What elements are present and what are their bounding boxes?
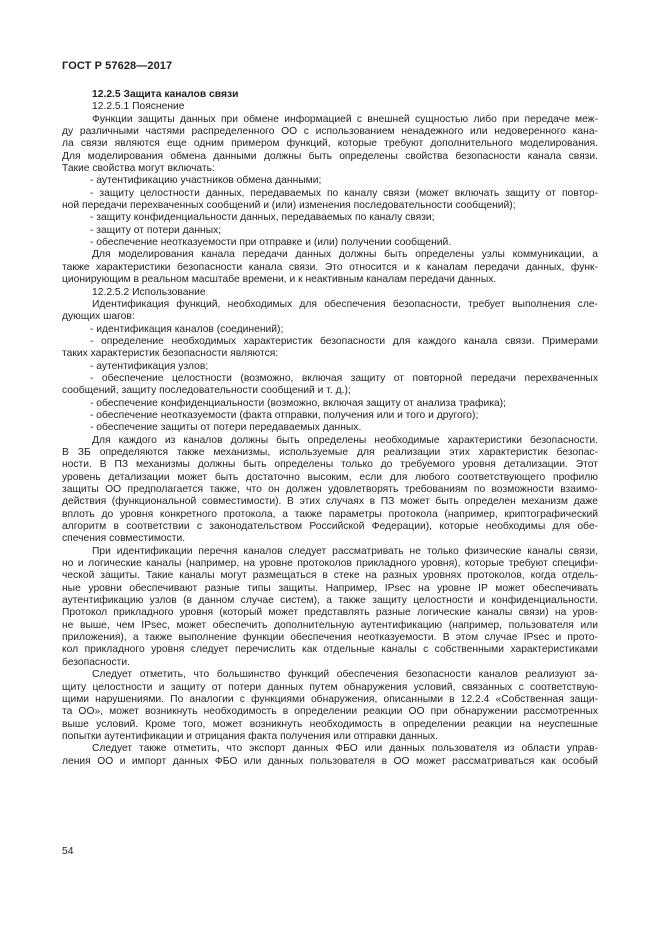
text-line: ду различными частями распределенного ОО с использованием ненадежного или недоверенного кана- xyxy=(62,126,598,138)
text-line: Такие свойства могут включать: xyxy=(62,163,215,175)
text-line: не выше, чем IPsec, может обеспечить дополнительную аутентификацию (например, пользователя или xyxy=(62,619,598,631)
text-line: выше условий. Кроме того, может возникнуть необходимость в определении реакции на неуспешные xyxy=(62,718,598,730)
text-line: Следует отметить, что большинство функций обеспечения безопасности каналов реализуют за- xyxy=(92,669,598,681)
text-line: попытки аутентификации и отрицания факта получения или отправки данных. xyxy=(62,730,439,742)
text-line: также характеристики безопасности канала связи. Это относится и к каналам передачи данных, функ- xyxy=(62,261,598,273)
text-line: Идентификация функций, необходимых для обеспечения безопасности, требует выполнения сле- xyxy=(92,298,598,310)
text-line: - обеспечение конфиденциальности (возможно, включая защиту от анализа трафика); xyxy=(90,397,506,409)
page-number: 54 xyxy=(62,846,74,857)
text-line: Для моделирования канала передачи данных должны быть определены узлы коммуникации, а xyxy=(92,249,598,261)
text-line: вплоть до уровня конкретного протокола, а также параметры протокола (например, криптографический xyxy=(62,508,598,520)
text-line: щиту целостности и защиту от потери данных путем обнаружения условий, связанных с соответствую- xyxy=(62,681,598,693)
text-line: - определение необходимых характеристик безопасности для каждого канала связи. Примерами xyxy=(90,335,598,347)
text-line: но и логические каналы (например, на уровне протоколов прикладного уровня), которые требуют специфи- xyxy=(62,558,598,570)
text-line: сообщений, защиту последовательности сообщений и т. д.); xyxy=(62,385,351,397)
text-line: уровень детализации может быть достаточно высоким, если для любого соответствующего профилю xyxy=(62,471,598,483)
text-line: приложения), а также выполнение функции обеспечения неотказуемости. В этом случае IPsec и прото- xyxy=(62,632,598,644)
text-line: таких характеристик безопасности являются: xyxy=(62,348,279,360)
text-line: та ОО», может возникнуть необходимость в определении реакции ОО при обнаружении рассмотренных xyxy=(62,706,598,718)
text-line: ности. В ПЗ механизмы должны быть определены только до требуемого уровня детализации. Этот xyxy=(62,459,598,471)
text-line: При идентификации перечня каналов следует рассматривать не только физические каналы связи, xyxy=(92,545,598,557)
text-line: - защиту конфиденциальности данных, передаваемых по каналу связи; xyxy=(90,212,435,224)
text-line: ционирующим в реальном масштабе времени, и к неактивным каналам передачи данных. xyxy=(62,274,497,286)
text-line: В ЗБ определяются также механизмы, используемые для реализации этих характеристик безопас- xyxy=(62,446,598,458)
text-line: - идентификация каналов (соединений); xyxy=(90,323,284,335)
text-line: - обеспечение неотказуемости (факта отправки, получения или и того и другого); xyxy=(90,409,479,421)
text-line: ления ОО и импорт данных ФБО или данных пользователя в ОО может рассматриваться как особый xyxy=(62,755,598,767)
text-line: дующих шагов: xyxy=(62,311,135,323)
text-line: Протокол прикладного уровня (который может представлять разные логические каналы связи) на уров- xyxy=(62,607,598,619)
text-line: - обеспечение неотказуемости при отправке и (или) получении сообщений. xyxy=(90,237,452,249)
text-line: аутентификацию узлов (в данном случае систем), а также защиту целостности и конфиденциальности. xyxy=(62,595,598,607)
text-line: безопасности. xyxy=(62,656,130,668)
text-line: ной передачи перехваченных сообщений и (или) изменения последовательности сообщений); xyxy=(62,200,516,212)
text-line: ные уровни обеспечивают разные типы защиты. Например, IPsec на уровне IP может обеспечивать xyxy=(62,582,598,594)
text-line: ческой защиты. Такие каналы могут размещаться в стеке на разных уровнях протоколов, когда отдель- xyxy=(62,570,598,582)
document-body xyxy=(62,89,598,768)
section-heading: 12.2.5 Защита каналов связи xyxy=(92,89,239,100)
text-line: Для каждого из каналов должны быть определены необходимые характеристики безопасности. xyxy=(92,434,598,446)
text-line: спечения совместимости. xyxy=(62,533,186,545)
text-line: - обеспечение защиты от потери передаваемых данных. xyxy=(90,422,362,434)
text-line: 12.2.5.1 Пояснение xyxy=(92,101,185,113)
text-line: - аутентификация узлов; xyxy=(90,360,209,372)
text-line: кол прикладного уровня следует перечислить как отдельные каналы с собственными характеристиками xyxy=(62,644,598,656)
text-line: - обеспечение целостности (возможно, включая защиту от повторной передачи перехваченных xyxy=(90,372,598,384)
text-line: алгоритм в соответствии с законодательством Российской Федерации), которые необходимы для обе- xyxy=(62,521,598,533)
text-line: 12.2.5.2 Использование xyxy=(92,286,206,298)
text-line: Функции защиты данных при обмене информацией с внешней сущностью либо при передаче меж- xyxy=(92,113,598,125)
text-line: - аутентификацию участников обмена данными; xyxy=(90,175,322,187)
text-line: ла связи являются еще одним примером функций, которые требуют дополнительного моделирования. xyxy=(62,138,598,150)
text-line: Для моделирования обмена данными должны быть определены свойства безопасности канала связи. xyxy=(62,150,598,162)
text-line: Следует также отметить, что экспорт данных ФБО или данных пользователя из области управ- xyxy=(92,743,598,755)
text-line: действия (функциональной совместимости). В этих случаях в ПЗ может быть определен механизм даже xyxy=(62,496,598,508)
text-line: щими нарушениями. По аналогии с функциями обнаружения, описанными в 12.2.4 «Собственная защи- xyxy=(62,693,598,705)
document-header: ГОСТ Р 57628—2017 xyxy=(62,60,173,72)
text-line: - защиту от потери данных; xyxy=(90,224,222,236)
text-line: защиты ОО предполагается также, что он должен удовлетворять требованиям по возможности взаимо- xyxy=(62,484,598,495)
text-line: - защиту целостности данных, передаваемых по каналу связи (может включать защиту от повтор- xyxy=(90,187,598,199)
